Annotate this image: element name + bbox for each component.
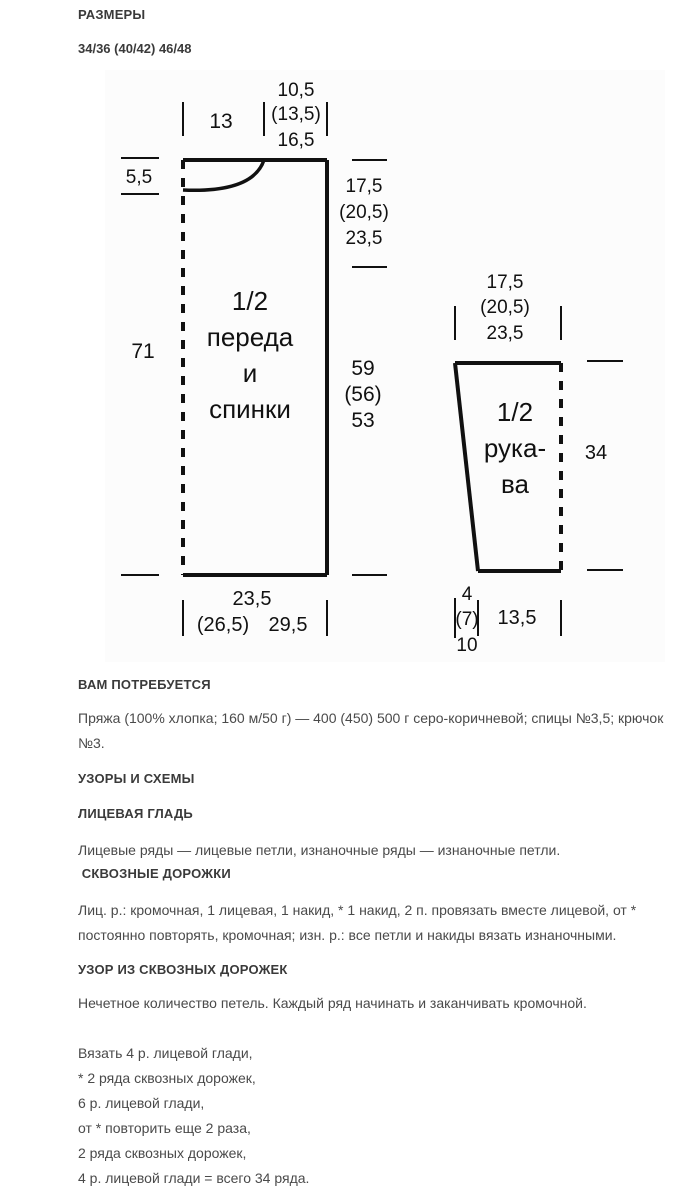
cuff-offset-label-1: 4	[461, 584, 473, 605]
body-title-3: и	[242, 358, 258, 388]
cuff-width-label: 13,5	[497, 607, 537, 629]
body-piece	[121, 80, 389, 636]
neck-width-label-3: 16,5	[277, 130, 315, 151]
bottom-width-label-2: (26,5)	[196, 614, 250, 636]
armhole-label-2: (20,5)	[339, 202, 389, 223]
cuff-offset-label-2: (7)	[455, 609, 479, 630]
side-length-label-1: 59	[351, 357, 375, 380]
openwork-text: Лиц. р.: кромочная, 1 лицевая, 1 накид, * 1 накид, 2 п. провязать вместе лицевой, от * постоянно повторять, кромочная; изн. р.: все петли и накиды вязать изнаночными.	[78, 902, 637, 943]
pattern-step: * 2 ряда сквозных дорожек,	[78, 1070, 256, 1086]
total-length-label: 71	[131, 340, 155, 363]
neck-width-label-2: (13,5)	[271, 104, 321, 125]
stockinette-heading: ЛИЦЕВАЯ ГЛАДЬ	[78, 806, 193, 821]
schematic-svg	[105, 70, 665, 662]
pattern-step: Вязать 4 р. лицевой глади,	[78, 1045, 253, 1061]
sizes-values: 34/36 (40/42) 46/48	[78, 41, 192, 56]
side-length-label-2: (56)	[344, 383, 382, 406]
pattern-step: от * повторить еще 2 раза,	[78, 1120, 251, 1136]
pattern-intro: Нечетное количество петель. Каждый ряд начинать и заканчивать кромочной.	[78, 995, 587, 1011]
body-title-4: спинки	[209, 394, 291, 424]
patterns-heading: УЗОРЫ И СХЕМЫ	[78, 771, 195, 786]
sleeve-title-3: ва	[501, 469, 529, 499]
neck-curve	[183, 160, 264, 190]
sleeve-width-label-3: 23,5	[486, 323, 524, 344]
sleeve-title-2: рука-	[483, 433, 547, 463]
sleeve-title-1: 1/2	[496, 397, 534, 427]
sleeve-length-label: 34	[584, 442, 608, 464]
cuff-offset-label-3: 10	[456, 635, 478, 656]
pattern-heading: УЗОР ИЗ СКВОЗНЫХ ДОРОЖЕК	[78, 962, 288, 977]
openwork-heading: СКВОЗНЫЕ ДОРОЖКИ	[78, 866, 231, 881]
shoulder-width-label: 13	[209, 110, 233, 133]
sleeve-piece	[455, 272, 623, 656]
bottom-width-label-1: 23,5	[232, 588, 272, 610]
sleeve-width-label-1: 17,5	[486, 272, 524, 293]
pattern-step: 4 р. лицевой глади = всего 34 ряда.	[78, 1170, 310, 1186]
materials-text: Пряжа (100% хлопка; 160 м/50 г) — 400 (450) 500 г серо-коричневой; спицы №3,5; крючок №3.	[78, 710, 664, 751]
neck-depth-label: 5,5	[125, 167, 153, 188]
pattern-step: 6 р. лицевой глади,	[78, 1095, 205, 1111]
armhole-label-3: 23,5	[345, 228, 383, 249]
side-length-label-3: 53	[351, 409, 375, 432]
pattern-step: 2 ряда сквозных дорожек,	[78, 1145, 247, 1161]
sizes-heading: РАЗМЕРЫ	[78, 7, 146, 22]
body-title-2: переда	[206, 322, 294, 352]
bottom-width-label-3: 29,5	[268, 614, 308, 636]
sleeve-side-edge	[455, 363, 478, 571]
stockinette-text: Лицевые ряды — лицевые петли, изнаночные ряды — изнаночные петли.	[78, 842, 561, 858]
armhole-label-1: 17,5	[345, 176, 383, 197]
sleeve-width-label-2: (20,5)	[480, 297, 530, 318]
materials-heading: ВАМ ПОТРЕБУЕТСЯ	[78, 677, 211, 692]
neck-width-label-1: 10,5	[277, 80, 315, 101]
schematic-diagram	[105, 70, 665, 662]
body-title-1: 1/2	[231, 286, 269, 316]
